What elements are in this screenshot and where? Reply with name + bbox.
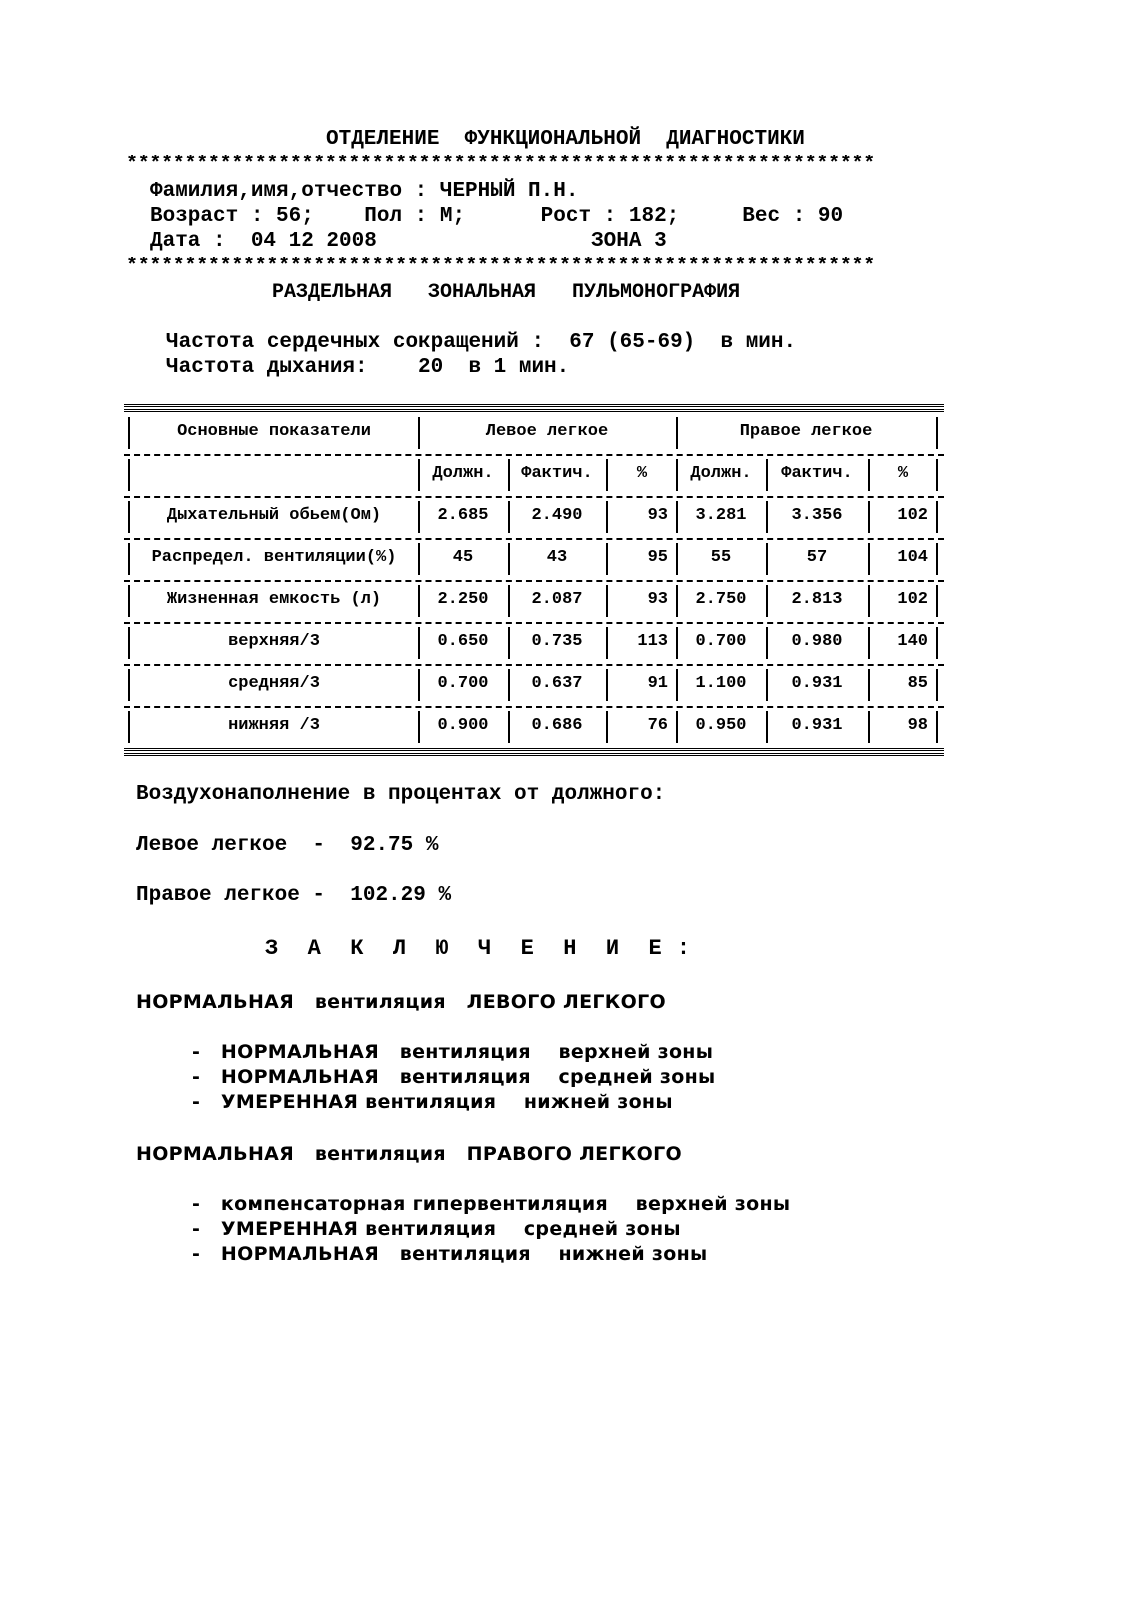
row-value: 0.735 <box>531 632 583 651</box>
row-value: 140 <box>897 632 928 651</box>
row-label: верхняя/3 <box>228 632 320 651</box>
row-value: 1.100 <box>695 674 747 693</box>
row-value: 98 <box>907 716 928 735</box>
air-filling-title: Воздухонаполнение в процентах от должного: <box>136 783 666 806</box>
row-value: 2.490 <box>531 506 583 525</box>
row-label: Распредел. вентиляции(%) <box>151 548 397 567</box>
subheader-percent: % <box>897 464 909 483</box>
row-value: 3.281 <box>695 506 747 525</box>
row-value: 93 <box>647 506 668 525</box>
header-main-indicators: Основные показатели <box>177 422 371 441</box>
study-title: РАЗДЕЛЬНАЯ ЗОНАЛЬНАЯ ПУЛЬМОНОГРАФИЯ <box>272 281 741 304</box>
row-value: 0.700 <box>437 674 489 693</box>
table-row <box>124 706 944 748</box>
conclusion-right-item: - компенсаторная гипервентиляция верхней зоны <box>192 1193 791 1215</box>
row-value: 76 <box>647 716 668 735</box>
row-value: 104 <box>897 548 928 567</box>
stars-divider-bottom: **************************************************************** <box>126 257 875 277</box>
table-row <box>124 664 944 706</box>
patient-params-line: Возраст : 56; Пол : М; Рост : 182; Вес : 90 <box>150 205 844 228</box>
row-value: 0.950 <box>695 716 747 735</box>
row-value: 102 <box>897 590 928 609</box>
row-label: нижняя /3 <box>228 716 320 735</box>
row-value: 0.931 <box>791 716 843 735</box>
row-value: 2.750 <box>695 590 747 609</box>
row-value: 0.637 <box>531 674 583 693</box>
air-filling-right: Правое легкое - 102.29 % <box>136 884 452 907</box>
conclusion-left-item: - НОРМАЛЬНАЯ вентиляция верхней зоны <box>192 1041 714 1063</box>
row-value: 43 <box>546 548 568 567</box>
row-value: 0.931 <box>791 674 843 693</box>
row-value: 45 <box>452 548 474 567</box>
conclusion-right-item: - УМЕРЕННАЯ вентиляция средней зоны <box>192 1218 681 1240</box>
table-row <box>124 622 944 664</box>
row-value: 0.650 <box>437 632 489 651</box>
row-value: 85 <box>907 674 928 693</box>
heart-rate-line: Частота сердечных сокращений : 67 (65-69) в мин. <box>166 331 797 354</box>
row-value: 93 <box>647 590 668 609</box>
subheader-actual: Фактич. <box>521 464 593 483</box>
table-row <box>124 538 944 580</box>
subheader-due: Должн. <box>432 464 494 483</box>
header-left-lung: Левое легкое <box>485 422 609 441</box>
conclusion-right-heading: НОРМАЛЬНАЯ вентиляция ПРАВОГО ЛЕГКОГО <box>136 1143 682 1165</box>
pulmonography-table <box>124 404 944 756</box>
row-value: 0.980 <box>791 632 843 651</box>
row-value: 2.685 <box>437 506 489 525</box>
row-label: Жизненная емкость (л) <box>166 590 382 609</box>
table-header-row <box>124 412 944 454</box>
row-value: 3.356 <box>791 506 843 525</box>
subheader-actual: Фактич. <box>781 464 853 483</box>
subheader-due: Должн. <box>690 464 752 483</box>
row-value: 2.250 <box>437 590 489 609</box>
conclusion-right-item: - НОРМАЛЬНАЯ вентиляция нижней зоны <box>192 1243 708 1265</box>
table-top-border <box>124 404 944 412</box>
row-label: Дыхательный обьем(Ом) <box>166 506 382 525</box>
row-value: 2.087 <box>531 590 583 609</box>
date-zone-line: Дата : 04 12 2008 ЗОНА 3 <box>150 230 667 253</box>
row-label: средняя/3 <box>228 674 320 693</box>
air-filling-left: Левое легкое - 92.75 % <box>136 834 439 857</box>
row-value: 57 <box>806 548 828 567</box>
patient-name-line: Фамилия,имя,отчество : ЧЕРНЫЙ П.Н. <box>150 180 579 203</box>
conclusion-left-heading: НОРМАЛЬНАЯ вентиляция ЛЕВОГО ЛЕГКОГО <box>136 991 666 1013</box>
row-value: 91 <box>647 674 668 693</box>
conclusion-left-item: - НОРМАЛЬНАЯ вентиляция средней зоны <box>192 1066 716 1088</box>
table-row <box>124 496 944 538</box>
row-value: 0.900 <box>437 716 489 735</box>
subheader-percent: % <box>636 464 648 483</box>
row-value: 2.813 <box>791 590 843 609</box>
row-value: 0.700 <box>695 632 747 651</box>
row-value: 113 <box>637 632 668 651</box>
row-value: 95 <box>647 548 668 567</box>
row-value: 102 <box>897 506 928 525</box>
table-subheader-row <box>124 454 944 496</box>
breath-rate-line: Частота дыхания: 20 в 1 мин. <box>166 356 570 379</box>
header-right-lung: Правое легкое <box>739 422 873 441</box>
conclusion-left-item: - УМЕРЕННАЯ вентиляция нижней зоны <box>192 1091 673 1113</box>
table-bottom-border <box>124 748 944 756</box>
department-title: ОТДЕЛЕНИЕ ФУНКЦИОНАЛЬНОЙ ДИАГНОСТИКИ <box>326 128 805 151</box>
row-value: 0.686 <box>531 716 583 735</box>
stars-divider-top: **************************************************************** <box>126 155 875 175</box>
row-value: 55 <box>710 548 732 567</box>
conclusion-title: З А К Л Ю Ч Е Н И Е : <box>265 936 692 961</box>
table-row <box>124 580 944 622</box>
